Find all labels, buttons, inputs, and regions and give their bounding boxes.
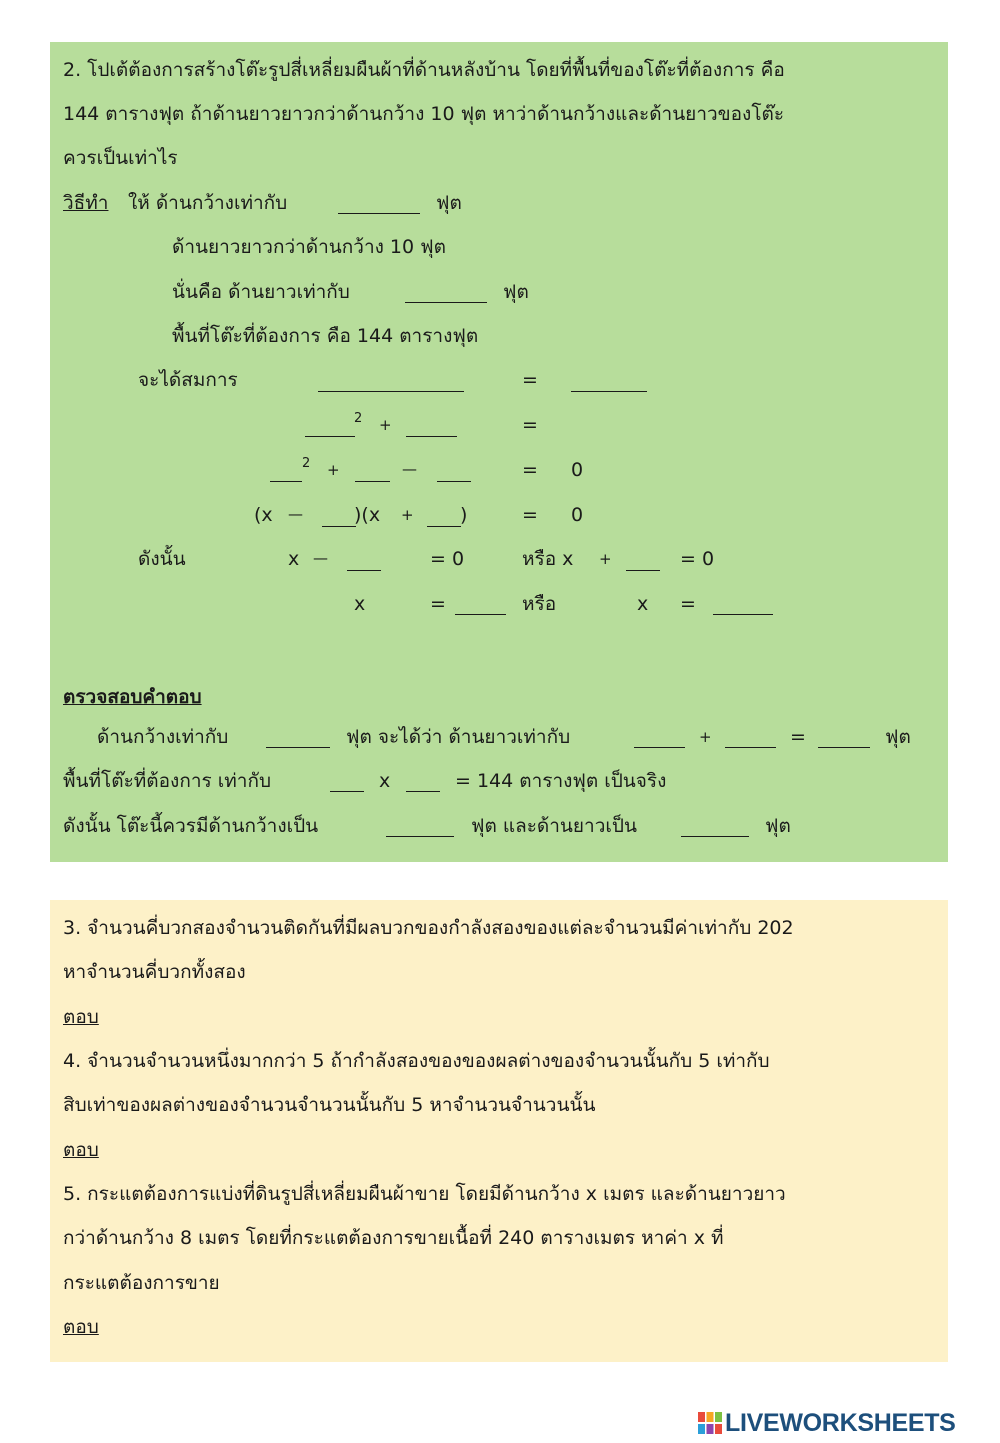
constant-term-blank[interactable]: [437, 481, 471, 482]
check-length-term-1-blank[interactable]: [634, 747, 685, 748]
zero: 0: [571, 459, 584, 481]
unit-ft: ฟุต: [436, 192, 462, 214]
unit-ft: ฟุต: [885, 726, 911, 748]
brand-name: LIVEWORKSHEETS: [725, 1409, 956, 1437]
q5-text-line-2: กว่าด้านกว้าง 8 เมตร โดยที่กระแตต้องการขายเนื้อที่ 240 ตารางเมตร หาค่า x ที่: [63, 1227, 724, 1249]
longer-than-width-text: ด้านยาวยาวกว่าด้านกว้าง 10 ฟุต: [172, 236, 446, 258]
q4-text-line-1: 4. จำนวนจำนวนหนึ่งมากกว่า 5 ถ้ากำลังสองของของผลต่างของจำนวนนั้นกับ 5 เท่ากับ: [63, 1050, 770, 1072]
minus-sign: —: [402, 460, 417, 478]
minus-sign: —: [313, 549, 328, 567]
equals-zero: = 0: [430, 548, 465, 570]
factor-2-blank[interactable]: [427, 526, 461, 527]
check-area-result-text: = 144 ตารางฟุต เป็นจริง: [455, 770, 667, 792]
plus-sign: +: [327, 461, 340, 479]
check-width-blank[interactable]: [266, 747, 330, 748]
factor-close: ): [460, 504, 468, 526]
equation-label: จะได้สมการ: [138, 369, 238, 391]
check-length-term-2-blank[interactable]: [725, 747, 776, 748]
required-area-text: พื้นที่โต๊ะที่ต้องการ คือ 144 ตารางฟุต: [172, 325, 479, 347]
exponent-2: 2: [354, 411, 363, 426]
exponent-2: 2: [302, 456, 311, 471]
check-area-text: พื้นที่โต๊ะที่ต้องการ เท่ากับ: [63, 770, 272, 792]
q5-text-line-1: 5. กระแตต้องการแบ่งที่ดินรูปสี่เหลี่ยมผืนผ้าขาย โดยมีด้านกว้าง x เมตร และด้านยาวยาว: [63, 1183, 786, 1205]
linear-term-blank-2[interactable]: [355, 481, 390, 482]
equation-rhs-blank[interactable]: [571, 391, 647, 392]
q4-text-line-2: สิบเท่าของผลต่างของจำนวนจำนวนนั้นกับ 5 หาจำนวนจำนวนนั้น: [63, 1094, 596, 1116]
square-term-blank[interactable]: [305, 436, 355, 437]
root-1-factor-blank[interactable]: [347, 570, 381, 571]
method-label: วิธีทำ: [63, 192, 109, 214]
root-2-factor-blank[interactable]: [626, 570, 660, 571]
width-answer-blank[interactable]: [338, 213, 420, 214]
plus-sign: +: [599, 550, 612, 568]
check-length-result-blank[interactable]: [818, 747, 870, 748]
check-area-factor-1-blank[interactable]: [330, 791, 364, 792]
x-variable: x: [637, 593, 649, 615]
unit-ft: ฟุต: [765, 815, 791, 837]
or-x-label: หรือ x: [522, 548, 574, 570]
equals-sign: =: [430, 593, 446, 615]
root-1-blank[interactable]: [455, 614, 506, 615]
q3-answer-label: ตอบ: [63, 1006, 99, 1028]
root-2-blank[interactable]: [713, 614, 773, 615]
equation-lhs-blank[interactable]: [318, 391, 464, 392]
check-answer-label: ตรวจสอบคำตอบ: [63, 686, 202, 708]
q2-text-line-2: 144 ตารางฟุต ถ้าด้านยาวยาวกว่าด้านกว้าง 10 ฟุต หาว่าด้านกว้างและด้านยาวของโต๊ะ: [63, 103, 785, 125]
x-variable: x: [354, 593, 366, 615]
that-is-length-text: นั่นคือ ด้านยาวเท่ากับ: [172, 281, 350, 303]
linear-term-blank[interactable]: [406, 436, 457, 437]
equals-sign: =: [680, 593, 696, 615]
x-variable: x: [288, 548, 300, 570]
minus-sign: —: [288, 505, 303, 523]
plus-sign: +: [699, 728, 712, 746]
check-length-text: ฟุต จะได้ว่า ด้านยาวเท่ากับ: [346, 726, 571, 748]
q3-text-line-2: หาจำนวนคี่บวกทั้งสอง: [63, 961, 246, 983]
conclusion-width-text: ดังนั้น โต๊ะนี้ควรมีด้านกว้างเป็น: [63, 815, 319, 837]
equals-sign: =: [522, 459, 538, 481]
factor-mid: )(x: [354, 504, 381, 526]
therefore-label: ดังนั้น: [138, 548, 186, 570]
equals-sign: =: [790, 726, 806, 748]
unit-ft: ฟุต: [503, 281, 529, 303]
times-sign: x: [379, 770, 391, 792]
factor-1-blank[interactable]: [322, 526, 356, 527]
q3-text-line-1: 3. จำนวนคี่บวกสองจำนวนติดกันที่มีผลบวกของกำลังสองของแต่ละจำนวนมีค่าเท่ากับ 202: [63, 917, 794, 939]
q2-text-line-1: 2. โปเต้ต้องการสร้างโต๊ะรูปสี่เหลี่ยมผืนผ้าที่ด้านหลังบ้าน โดยที่พื้นที่ของโต๊ะที่ต้องการ คือ: [63, 59, 785, 81]
liveworksheets-footer[interactable]: [697, 1408, 993, 1438]
q5-answer-label: ตอบ: [63, 1316, 99, 1338]
equals-sign: =: [522, 414, 538, 436]
or-label: หรือ: [522, 593, 557, 615]
equals-zero: = 0: [680, 548, 715, 570]
factor-open: (x: [254, 504, 273, 526]
plus-sign: +: [401, 506, 414, 524]
zero: 0: [571, 504, 584, 526]
plus-sign: +: [379, 416, 392, 434]
equals-sign: =: [522, 504, 538, 526]
conclusion-length-blank[interactable]: [681, 836, 749, 837]
conclusion-length-text: ฟุต และด้านยาวเป็น: [471, 815, 637, 837]
q2-text-line-3: ควรเป็นเท่าไร: [63, 147, 178, 169]
q4-answer-label: ตอบ: [63, 1139, 99, 1161]
length-answer-blank[interactable]: [405, 302, 487, 303]
check-width-text: ด้านกว้างเท่ากับ: [97, 726, 229, 748]
liveworksheets-logo-icon: [697, 1411, 723, 1435]
q5-text-line-3: กระแตต้องการขาย: [63, 1272, 220, 1294]
method-let-width: ให้ ด้านกว้างเท่ากับ: [128, 192, 288, 214]
square-term-blank-2[interactable]: [270, 481, 302, 482]
check-area-factor-2-blank[interactable]: [406, 791, 440, 792]
conclusion-width-blank[interactable]: [386, 836, 454, 837]
equals-sign: =: [522, 369, 538, 391]
